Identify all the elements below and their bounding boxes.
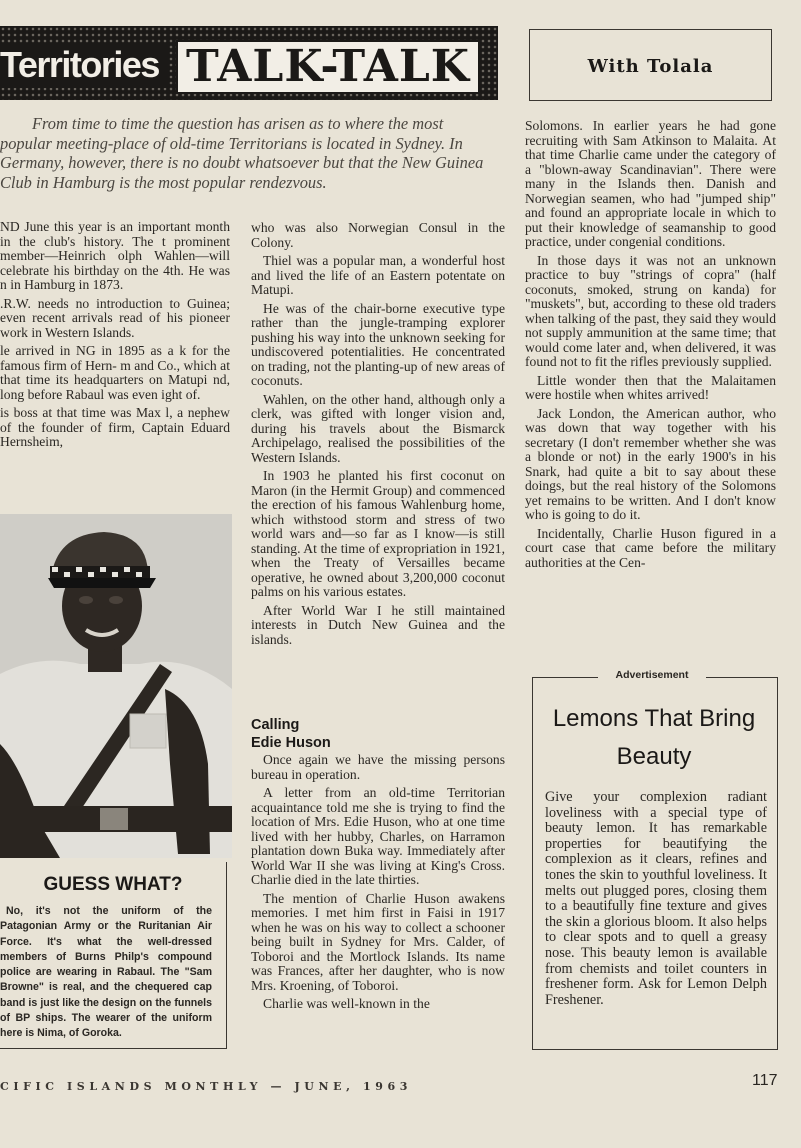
- article-column-1: [0, 220, 230, 510]
- advertisement-label: Advertisement: [615, 669, 689, 681]
- paragraph: Solomons. In earlier years he had gone recruiting with Sam Atkinson to Malaita. At that time Charlie came under the category of a "blown-away Scandinavian". There were many in the Islands then. Danish and Norwegian seamen, who had "jumped ship" and found an appropriate locale in which to put their knowledge of seamanship to good practice, under congenial conditions.: [525, 119, 776, 249]
- paragraph: In those days it was not an unknown practice to buy "strings of copra" (half coconuts, smoked, strung on kanda) for "muskets", but, according to these old traders when talking of the past, they said they would not supply ammunition at the same time; that would come later and, when delivered, it was found not to fit the rifles previously supplied.: [525, 252, 776, 369]
- caption-body: No, it's not the uniform of the Patagonian Army or the Ruritanian Air Force. It's what the well-dressed members of Burns Philp's compound police are wearing in Rabaul. The "Sam Browne" is real, and the chequered cap band is just like the design on the funnels of BP ships. The wearer of the uniform here is Nima, of Goroka.: [0, 905, 212, 1040]
- section-heading: [251, 716, 501, 752]
- paragraph: A letter from an old-time Territorian acquaintance told me she is trying to find the location of Mrs. Edie Huson, who at one time lived with her hubby, Charles, on Harramon plantation down Buka way. Immediately after World War II she was living at King's Cross. Charlie died in the late thirties.: [251, 785, 505, 887]
- paragraph: Once again we have the missing persons bureau in operation.: [251, 753, 505, 782]
- section-heading-line-2: Edie Huson: [251, 735, 331, 751]
- caption-title: GUESS WHAT?: [43, 874, 183, 895]
- paragraph: le arrived in NG in 1895 as a k for the famous firm of Hern- m and Co., which at that time its headquarters on Matupi nd, long before Rabaul was even ight of.: [0, 343, 230, 402]
- paragraph: who was also Norwegian Consul in the Colony.: [251, 221, 505, 250]
- paragraph: In 1903 he planted his first coconut on Maron (in the Hermit Group) and commenced the erection of his famous Wahlenburg home, which withstood storm and stress of two world wars and—so far as I know—is still standing. At the time of expropriation in 1921, when the Treaty of Versailles became operative, he owned about 3,200,000 coconut palms on his various estates.: [251, 468, 505, 599]
- advertisement-rule-right: [706, 677, 777, 678]
- article-column-2-bottom: [251, 753, 505, 1063]
- paragraph: Thiel was a popular man, a wonderful host and lived the life of an Eastern potentate on Matupi.: [251, 253, 505, 297]
- advertisement-body: Give your complexion radiant loveliness with a special type of beauty lemon. It has remarkable properties for beautifying the complexion as it clears, refines and tones the skin to youthful loveliness. It melts out plugged pores, closing them to a beautifully fine texture and gives the skin a glorious bloom. It also helps to clear spots and to quell a greasy nose. This beauty lemon is available from chemists and toilet counters in freshener form. Ask for Lemon Delph Freshener.: [545, 789, 767, 1008]
- advertisement-headline-line-2: Beauty: [616, 743, 692, 770]
- article-column-2-top: [251, 221, 505, 707]
- paragraph: ND June this year is an important month in the club's history. The t prominent member—Heinrich olph Wahlen—will celebrate his birthday on the 4th. He was n in Hamburg in 1873.: [0, 220, 230, 292]
- intro-paragraph: From time to time the question has arisen as to where the most popular meeting-place of old-time Territorians is located in Sydney. In Germany, however, there is no doubt whatsoever but that the New Guinea Club in Hamburg is the most popular rendezvous.: [0, 114, 484, 192]
- paragraph: Charlie was well-known in the: [263, 996, 430, 1011]
- advertisement-headline-line-1: Lemons That Bring: [552, 705, 756, 732]
- section-heading-line-1: Calling: [251, 717, 300, 733]
- advertisement-headline: [532, 700, 776, 776]
- paragraph: .R.W. needs no introduction to Guinea; even recent arrivals read of his pioneer work in Western Islands.: [0, 295, 230, 340]
- publication-footer: CIFIC ISLANDS MONTHLY — JUNE, 1963: [0, 1080, 413, 1093]
- advertisement-rule-left: [532, 677, 598, 678]
- paragraph: He was of the chair-borne executive type rather than the jungle-tramping explorer pushing his way into the unknown seeking for undiscovered potentialities. He concentrated on trading, not the planting-up of new areas of coconuts.: [251, 300, 505, 388]
- paragraph: After World War I he still maintained interests in Dutch New Guinea and the islands.: [251, 602, 505, 647]
- paragraph: Jack London, the American author, who was down that way together with his secretary (I don't remember whether she was a blonde or not) in the early 1900's in his Snark, had quite a bit to say about these doings, but the real history of the Solomons yet remains to be written. And I don't know who is going to do it.: [525, 405, 776, 522]
- paragraph: Wahlen, on the other hand, although only a clerk, was gifted with longer vision and, during his travels about the Bismarck Archipelago, realised the possibilities of the Western Islands.: [251, 391, 505, 465]
- article-column-3: [525, 119, 776, 664]
- paragraph: The mention of Charlie Huson awakens memories. I met him first in Faisi in 1917 when he was on his way to collect a schooner being built in Sydney for Mrs. Calder, of Toboroi and the Mortlock Islands. Its name was Frances, after her daughter, who is now Mrs. Kroening, of Toboroi.: [251, 890, 505, 993]
- photo-nima-uniform: [0, 514, 232, 858]
- paragraph: is boss at that time was Max l, a nephew of the founder of firm, Captain Eduard Hernsheim,: [0, 405, 230, 449]
- masthead-word: Territories: [0, 44, 169, 88]
- masthead-title: TALK-TALK: [176, 40, 480, 94]
- page-number: 117: [752, 1072, 778, 1089]
- paragraph: Incidentally, Charlie Huson figured in a court case that came before the military authorities at the Cen-: [525, 525, 776, 570]
- paragraph: Little wonder then that the Malaitamen were hostile when whites arrived!: [525, 372, 776, 402]
- column-label: With Tolala: [587, 56, 714, 77]
